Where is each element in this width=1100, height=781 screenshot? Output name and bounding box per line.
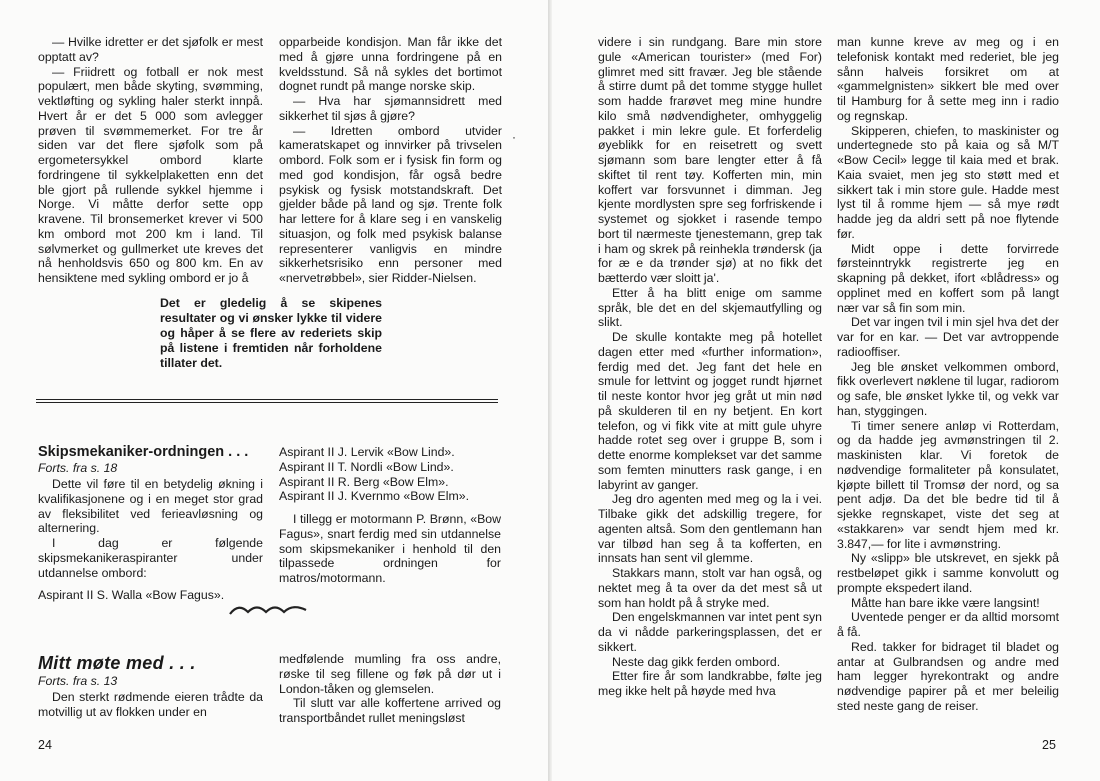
paragraph: Jeg ble ønsket velkommen ombord, fikk overlevert nøklene til lugar, radiorom og safe, ble ønsket lykke til, og vekk var han, styggingen. xyxy=(837,359,1059,418)
skipsmekaniker-column-2 xyxy=(279,445,501,586)
paragraph: Den engelskmannen var intet pent syn da vi nådde parkeringsplassen, det er sikkert. xyxy=(598,610,822,654)
paragraph: I dag er følgende skipsmekanikeraspiranter under utdannelse ombord: xyxy=(38,536,263,580)
paragraph: — Hva har sjømannsidrett med sikkerhet til sjøs å gjøre? xyxy=(279,94,502,123)
paragraph: Måtte han bare ikke være langsint! xyxy=(851,595,1040,610)
paragraph: De skulle kontakte meg på hotellet dagen etter med «further information», ferdig med det. Jeg fant det hele en smule for lettvint og jogget rundt hjørnet til neste kontor hvor jeg gråt ut min nød på skulderen til en ny betjent. En kort telefon, og vi fikk vite at mitt gule uhyre hadde rotet seg over i gruppe B, som i dette enorme komplekset var det samme som femten minutters rask gange, i en labyrint av ganger. xyxy=(598,330,822,492)
closing-statement: Det er gledelig å se skipenes resultater og vi ønsker lykke til videre og håper å se flere av rederiets skip på listene i fremtiden når forholdene tillater det. xyxy=(160,296,382,370)
paragraph: Til slutt var alle koffertene arrived og transportbåndet rullet meningsløst xyxy=(279,696,501,725)
paragraph: Stakkars mann, stolt var han også, og nektet meg å ta over da det mest så ut som han holdt på å stryke med. xyxy=(598,566,822,610)
section-divider xyxy=(36,399,498,403)
aspirant-line: Aspirant II J. Lervik «Bow Lind». xyxy=(279,445,455,459)
left-article-column-2 xyxy=(279,35,502,286)
paragraph: Aspirant II S. Walla «Bow Fagus». xyxy=(38,588,225,603)
paragraph: — Idretten ombord utvider kameratskapet og innvirker på trivselen ombord. Folk som er i fysisk fin form og med god kondisjon, får også bedre psykisk og fysisk motstandskraft. Det gjelder både på land og sjø. Trente folk har lettere for å klare seg i en vanskelig situasjon, og folk med psykisk balanse representerer vanligvis en mindre sikkerhetsrisiko enn personer med «nervetrøbbel», sier Ridder-Nielsen. xyxy=(279,123,502,285)
paragraph: — Hvilke idretter er det sjøfolk er mest opptatt av? xyxy=(38,35,263,64)
left-article-column-1 xyxy=(38,35,263,286)
aspirant-line: Aspirant II J. Kvernmo «Bow Elm». xyxy=(279,489,469,504)
margin-mark: · xyxy=(512,130,516,144)
paragraph: Ny «slipp» ble utskrevet, en sjekk på restbeløpet gikk i samme konvolutt og prompte ekspedert iland. xyxy=(837,551,1059,595)
right-page xyxy=(552,0,1100,781)
mitt-mote-column-2 xyxy=(279,652,501,726)
paragraph: Uventede penger er da alltid morsomt å få. xyxy=(837,610,1059,639)
continued-from-note: Forts. fra s. 18 xyxy=(38,461,118,475)
paragraph: Skipperen, chiefen, to maskinister og undertegnede sto på kaia og så M/T «Bow Cecil» legge til kaia med et brak. Kaia svaiet, men jeg sto støtt med et sikkert tak i min store gule. Hadde mest lyst til å romme hjem — så mye rødt hadde jeg da aldri sett på noe flytende før. xyxy=(837,123,1059,241)
continued-from-note: Forts. fra s. 13 xyxy=(38,674,118,688)
section-heading-mitt-mote: Mitt møte med . . . xyxy=(38,653,196,673)
paragraph: Ti timer senere anløp vi Rotterdam, og da hadde jeg avmønstringen til 2. maskinisten klar. Vi foretok de nødvendige formaliteter på konsulatet, kjøpte billett til Tromsø der nord, og sa pent adjø. Da det ble bedre tid til å sjekke regnskapet, viste det seg at «stakkaren» var sendt hjem med kr. 3.847,— for lite i avmønstring. xyxy=(837,418,1059,551)
skipsmekaniker-column-1 xyxy=(38,477,263,603)
paragraph: — Friidrett og fotball er nok mest populært, men både skyting, svømming, vektløfting og sykling haler sterkt innpå. Hvert år er det 5 000 som avlegger prøven til svømmemerket. For tre år siden var det flere sjøfolk som på ergometersykkel ombord klarte fordringene til sykkelplaketten enn det ble gjort på rullende sykkel hjemme i Norge. Vi måtte derfor sette opp kravene. Til bronsemerket krever vi 500 km ombord mot 200 km i land. Til sølvmerket og gullmerket ute kreves det nå henholdsvis 650 og 800 km. En av hensiktene med sykling ombord er jo å xyxy=(38,64,263,285)
paragraph: Dette vil føre til en betydelig økning i kvalifikasjonene og i en meget stor grad av fleksibilitet ved ferieavløsning og alternering. xyxy=(38,477,263,536)
paragraph: I tillegg er motormann P. Brønn, «Bow Fagus», snart ferdig med sin utdannelse som skipsmekaniker i henhold til den tilpassede ordningen for matros/motormann. xyxy=(279,512,501,585)
mitt-mote-column-1 xyxy=(38,690,263,720)
paragraph: man kunne kreve av meg og i en telefonisk kontakt med rederiet, ble jeg sånn halveis forsikret om at «gammelgnisten» sikkert ble med over til Hamburg for å sette meg inn i radio og regnskap. xyxy=(837,35,1059,123)
left-page xyxy=(0,0,548,781)
aspirant-line: Aspirant II T. Nordli «Bow Lind». xyxy=(279,459,454,474)
paragraph: Jeg dro agenten med meg og la i vei. Tilbake gikk det adskillig tregere, for agenten altså. Som den gentlemann han var tilbød han seg å ta kofferten, en innsats han sent vil glemme. xyxy=(598,492,822,566)
paragraph: Etter å ha blitt enige om samme språk, ble det en del skjemautfylling og slikt. xyxy=(598,285,822,330)
paragraph: opparbeide kondisjon. Man får ikke det med å gjøre unna fordringene på en kveldsstund. Så nå sykles det bortimot dognet rundt på mange norske skip. xyxy=(279,35,502,94)
right-article-column-1 xyxy=(598,35,822,699)
paragraph: Red. takker for bidraget til bladet og antar at Gulbrandsen og andre med ham legger hyrekontrakt og andre nødvendige papirer på et mer beleilig sted neste gang de reiser. xyxy=(837,639,1059,713)
section-heading-skipsmekaniker: Skipsmekaniker-ordningen . . . xyxy=(38,444,249,460)
paragraph: videre i sin rundgang. Bare min store gule «American tourister» (med For) glimret med sitt fravær. Jeg ble stående å stirre dumt på det tomme stygge hullet som hadde frarøvet meg mine hundre kilo små nødvendigheter, omhyggelig pakket i min lekre gule. Et forferdelig øyeblikk for en reisetrett og svett sjømann som bare lengter etter å få skiftet til rent tøy. Kofferten min, min koffert var forsvunnet i dimman. Jeg kjente mordlysten spre seg forfriskende i systemet og sjokket i rasende tempo bort til nærmeste tjenestemann, grep tak i ham og skrek på reinhekla trøndersk (ja for æ e da trønder sjø) at no fikk det bætterdo vær sloitt ja'. xyxy=(598,35,822,285)
paragraph: Det var ingen tvil i min sjel hva det der var for en kar. — Det var avtroppende radiooffiser. xyxy=(837,315,1059,359)
paragraph: Den sterkt rødmende eieren trådte da motvillig ut av flokken under en xyxy=(38,690,263,719)
page-number: 25 xyxy=(1042,738,1056,752)
ornament-divider xyxy=(228,604,308,618)
paragraph: Neste dag gikk ferden ombord. xyxy=(612,654,781,669)
paragraph: Etter fire år som landkrabbe, følte jeg meg ikke helt på høyde med hva xyxy=(598,669,822,698)
paragraph: Midt oppe i dette forvirrede førsteinntrykk registrerte jeg en skapning på dekket, ifort «blådress» og opplinet med en koffert som på langt nær var så fin som min. xyxy=(837,241,1059,315)
aspirant-line: Aspirant II R. Berg «Bow Elm». xyxy=(279,474,449,489)
page-number: 24 xyxy=(38,738,52,752)
right-article-column-2 xyxy=(837,35,1059,714)
paragraph: medfølende mumling fra oss andre, røske til seg fillene og føk på dør ut i London-tåken og glemselen. xyxy=(279,652,501,696)
